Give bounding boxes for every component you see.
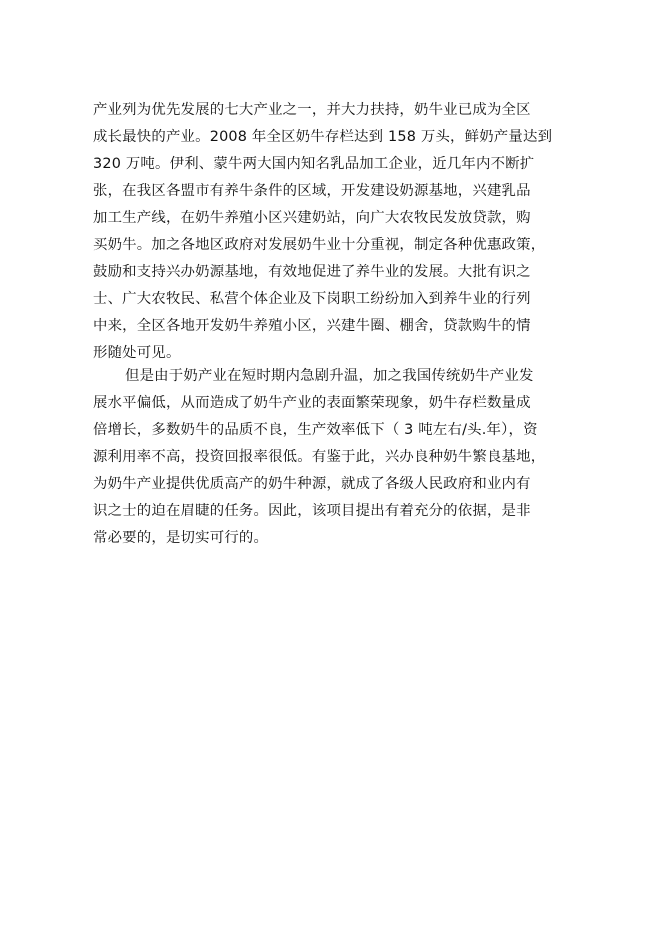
text-line: 展水平偏低，从而造成了奶牛产业的表面繁荣现象，奶牛存栏数量成 [93,395,531,411]
text-line: 320 万吨。伊利、蒙牛两大国内知名乳品加工企业，近几年内不断扩 [93,156,535,172]
text-line: 产业列为优先发展的七大产业之一，并大力扶持，奶牛业已成为全区 [93,102,531,118]
text-line: 识之士的迫在眉睫的任务。因此，该项目提出有着充分的依据，是非 [93,503,531,519]
text-line: 源利用率不高，投资回报率很低。有鉴于此，兴办良种奶牛繁良基地， [93,449,546,465]
text-line: 士、广大农牧民、私营个体企业及下岗职工纷纷加入到养牛业的行列 [93,291,531,307]
text-line: 常必要的，是切实可行的。 [93,530,269,546]
text-line: 张，在我区各盟市有养牛条件的区域，开发建设奶源基地，兴建乳品 [93,183,531,199]
text-line: 加工生产线，在奶牛养殖小区兴建奶站，向广大农牧民发放贷款，购 [93,210,531,226]
text-line: 为奶牛产业提供优质高产的奶牛种源，就成了各级人民政府和业内有 [93,476,531,492]
paragraph-dairy-growth [93,97,583,367]
paragraph-project-rationale [93,363,583,552]
text-line: 但是由于奶产业在短时期内急剧升温，加之我国传统奶牛产业发 [125,368,534,384]
text-line: 形随处可见。 [93,345,181,361]
text-line: 成长最快的产业。2008 年全区奶牛存栏达到 158 万头，鲜奶产量达到 [93,129,553,145]
text-line: 鼓励和支持兴办奶源基地，有效地促进了养牛业的发展。大批有识之 [93,264,531,280]
text-line: 买奶牛。加之各地区政府对发展奶牛业十分重视，制定各种优惠政策， [93,237,546,253]
text-line: 中来，全区各地开发奶牛养殖小区，兴建牛圈、棚舍，贷款购牛的情 [93,318,531,334]
text-line: 倍增长，多数奶牛的品质不良，生产效率低下（ 3 吨左右/头.年），资 [93,422,538,438]
